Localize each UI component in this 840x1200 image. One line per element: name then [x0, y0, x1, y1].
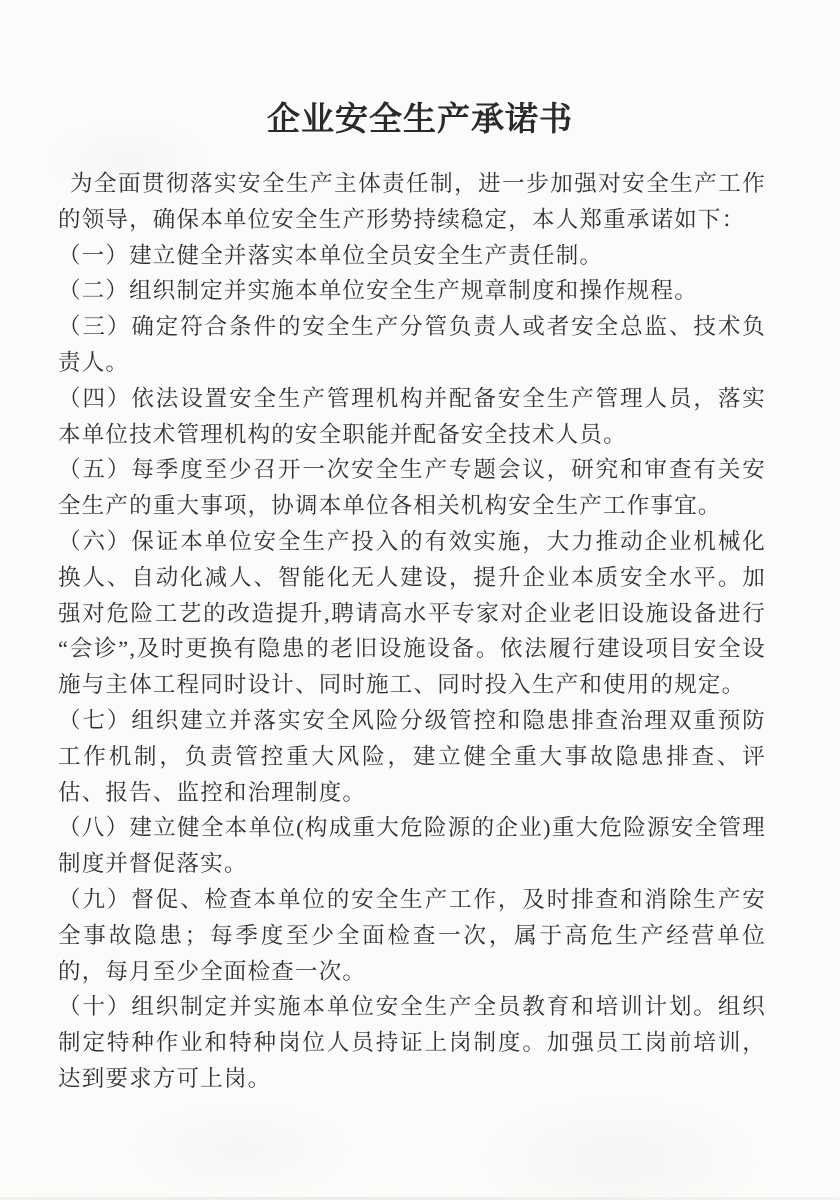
clause-9: （九）督促、检查本单位的安全生产工作，及时排查和消除生产安全事故隐患；每季度至少全面检查一次，属于高危生产经营单位的，每月至少全面检查一次。 [58, 886, 766, 984]
clause-5: （五）每季度至少召开一次安全生产专题会议，研究和审查有关安全生产的重大事项，协调本单位各相关机构安全生产工作事宜。 [58, 457, 766, 519]
intro-paragraph: 为全面贯彻落实安全生产主体责任制，进一步加强对安全生产工作的领导，确保本单位安全生产形势持续稳定，本人郑重承诺如下： [58, 171, 766, 232]
clause-3: （三）确定符合条件的安全生产分管负责人或者安全总监、技术负责人。 [58, 314, 766, 375]
clause-10: （十）组织制定并实施本单位安全生产全员教育和培训计划。组织制定特种作业和特种岗位人员持证上岗制度。加强员工岗前培训，达到要求方可上岗。 [58, 994, 766, 1091]
clause-7: （七）组织建立并落实安全风险分级管控和隐患排查治理双重预防工作机制，负责管控重大风险，建立健全重大事故隐患排查、评估、报告、监控和治理制度。 [58, 707, 766, 805]
clause-8: （八）建立健全本单位(构成重大危险源的企业)重大危险源安全管理制度并督促落实。 [58, 815, 766, 877]
clause-6: （六）保证本单位安全生产投入的有效实施，大力推动企业机械化换人、自动化减人、智能化无人建设，提升企业本质安全水平。加强对危险工艺的改造提升,聘请高水平专家对企业老旧设施设备进行“会诊”,及时更换有隐患的老旧设施设备。依法履行建设项目安全设施与主体工程同时设计、同时施工、同时投入生产和使用的规定。 [58, 528, 766, 698]
clause-4: （四）依法设置安全生产管理机构并配备安全生产管理人员，落实本单位技术管理机构的安全职能并配备安全技术人员。 [58, 385, 766, 447]
clause-1: （一）建立健全并落实本单位全员安全生产责任制。 [58, 242, 604, 268]
clause-2: （二）组织制定并实施本单位安全生产规章制度和操作规程。 [58, 278, 698, 304]
document-title: 企业安全生产承诺书 [267, 100, 573, 137]
document-body [58, 166, 766, 1097]
